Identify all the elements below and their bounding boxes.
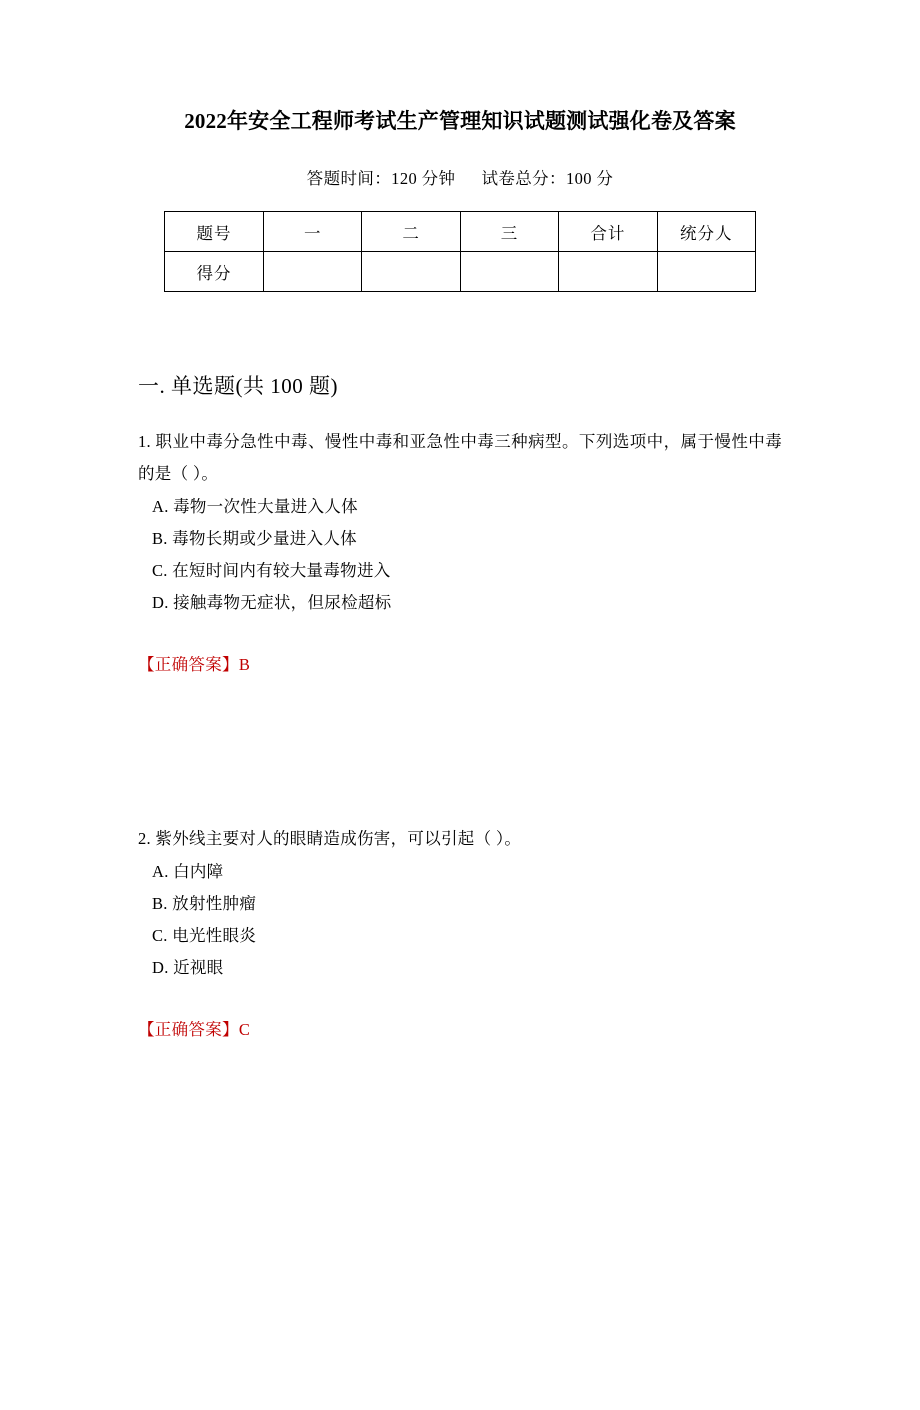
- question-2: [138, 823, 782, 1040]
- question-2-option-d: D. 近视眼: [152, 958, 224, 978]
- question-1-option-d: D. 接触毒物无症状，但尿检超标: [152, 593, 392, 613]
- score-table-header-3: 三: [460, 212, 558, 252]
- question-1-option-b: B. 毒物长期或少量进入人体: [152, 528, 357, 548]
- table-row: [165, 252, 756, 292]
- exam-meta: [138, 165, 782, 189]
- question-1-option-a: A. 毒物一次性大量进入人体: [152, 496, 358, 516]
- exam-total-label: 试卷总分：100 分: [481, 169, 614, 189]
- score-table-header-5: 统分人: [657, 212, 755, 252]
- score-table-cell-4: [657, 252, 755, 292]
- question-2-answer-label: 【正确答案】: [138, 1020, 239, 1040]
- score-table-header-2: 二: [362, 212, 460, 252]
- question-2-option-a: A. 白内障: [152, 861, 224, 881]
- score-table-cell-1: [362, 252, 460, 292]
- question-1-answer-label: 【正确答案】: [138, 655, 239, 675]
- question-1-stem: 1. 职业中毒分急性中毒、慢性中毒和亚急性中毒三种病型。下列选项中，属于慢性中毒的是（ ）。: [138, 432, 782, 484]
- score-table-header-0: 题号: [165, 212, 264, 252]
- score-table-wrapper: [138, 211, 782, 292]
- score-table: [164, 211, 756, 292]
- score-table-header-1: 一: [264, 212, 362, 252]
- score-table-cell-0: [264, 252, 362, 292]
- question-2-answer: [138, 1016, 782, 1040]
- question-2-option-c: C. 电光性眼炎: [152, 925, 257, 945]
- score-table-row-label: 得分: [165, 252, 264, 292]
- section-heading: 一. 单选题(共 100 题): [138, 374, 338, 399]
- exam-time-label: 答题时间：120 分钟: [306, 169, 456, 189]
- page-title: 2022年安全工程师考试生产管理知识试题测试强化卷及答案: [184, 109, 736, 133]
- question-1-answer-value: B: [238, 655, 251, 675]
- question-2-stem: 2. 紫外线主要对人的眼睛造成伤害，可以引起（ ）。: [138, 829, 522, 849]
- question-1: [138, 426, 782, 675]
- score-table-header-4: 合计: [559, 212, 657, 252]
- page-gap: [138, 675, 782, 823]
- score-table-cell-3: [559, 252, 657, 292]
- question-2-answer-value: C: [238, 1020, 251, 1040]
- document-page: [0, 108, 920, 1410]
- question-1-option-c: C. 在短时间内有较大量毒物进入: [152, 560, 391, 580]
- question-1-answer: [138, 651, 782, 675]
- question-2-option-b: B. 放射性肿瘤: [152, 893, 257, 913]
- score-table-cell-2: [460, 252, 558, 292]
- table-row: [165, 212, 756, 252]
